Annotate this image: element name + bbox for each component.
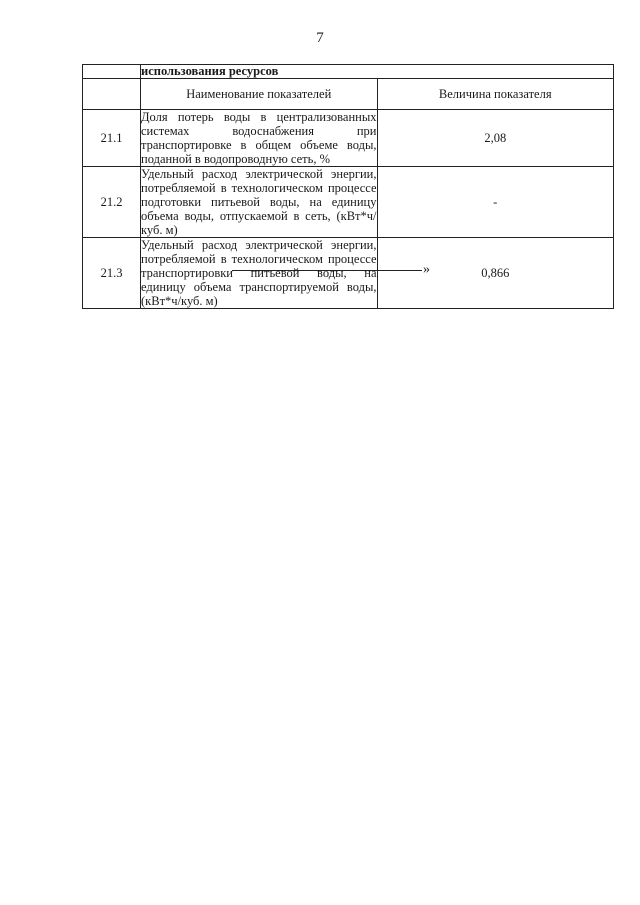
row-description: Доля потерь воды в централизованных системах водоснабжения при транспортировке в общем объеме воды, поданной в водопроводную сеть, % [141,110,377,166]
section-title: использования ресурсов [141,65,614,79]
header-empty-cell [83,79,141,110]
closing-quote-mark: » [423,262,430,277]
row-number: 21.1 [83,110,141,167]
row-description: Удельный расход электрической энергии, потребляемой в технологическом процессе транспортировки питьевой воды, на единицу объема транспортируемой воды, (кВт*ч/куб. м) [141,238,377,308]
row-number: 21.2 [83,167,141,238]
table-row [83,110,614,167]
row-value: - [377,167,614,238]
section-empty-cell [83,65,141,79]
row-description: Удельный расход электрической энергии, потребляемой в технологическом процессе подготовки питьевой воды, на единицу объема воды, отпускаемой в сеть, (кВт*ч/куб. м) [141,167,377,237]
row-value: 0,866 [377,238,614,309]
row-number: 21.3 [83,238,141,309]
row-value: 2,08 [377,110,614,167]
table-row [83,167,614,238]
table-row [83,238,614,309]
indicators-table [82,64,614,309]
header-value: Величина показателя [377,79,614,110]
section-title-row [83,65,614,79]
page-number: 7 [316,30,324,46]
table-header-row [83,79,614,110]
closing-underline [232,260,422,271]
header-name: Наименование показателей [141,79,378,110]
